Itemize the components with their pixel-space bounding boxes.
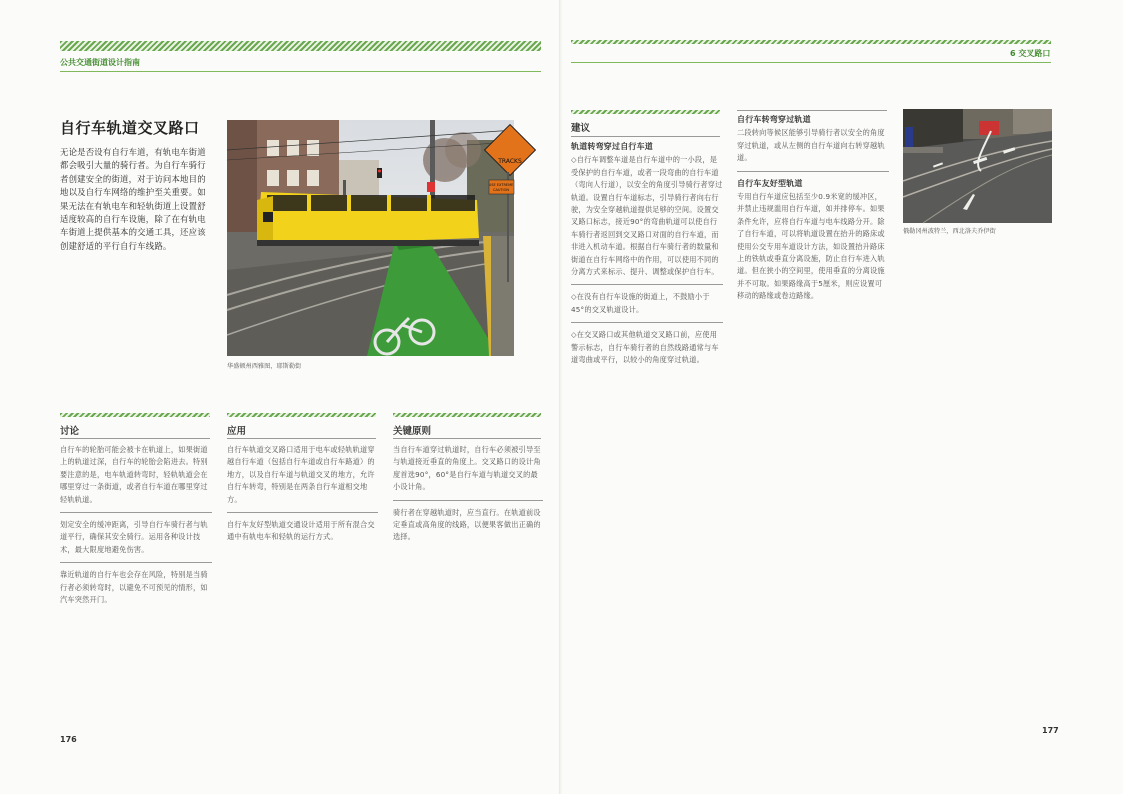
recommendation-body: [571, 141, 723, 373]
separator: [60, 562, 212, 563]
discussion-paragraph-3: 靠近轨道的自行车也会存在风险，特别是当骑行者必须转弯时，以避免不可预见的情形，如汽车突然开门。: [60, 570, 208, 605]
separator: [60, 512, 212, 513]
discussion-body: [60, 444, 212, 612]
caution-sign-line1: USE EXTREME: [488, 183, 514, 187]
application-rule: [227, 438, 376, 439]
caution-sign-line2: CAUTION: [493, 188, 509, 192]
separator: [227, 512, 378, 513]
discussion-heading: 讨论: [60, 426, 80, 437]
recommendation-subheading: 轨道转弯穿过自行车道: [571, 142, 653, 151]
recommendation-paragraph-2: ◇在没有自行车设施的街道上，不鼓励小于45°的交叉轨道设计。: [571, 292, 710, 314]
principles-heading: 关键原则: [393, 426, 432, 437]
recommendation-paragraph-1: ◇自行车调整车道是自行车道中的一小段，是受保护的自行车道，或者一段弯曲的自行车道（弯向人行道），以安全的角度引导骑行者穿过轨道。设置自行车道标志，引导骑行者向右行驶，为安全穿越轨道提供足够的空间。设置交叉路口标志，接近90°的弯曲轨道可以使自行车骑行者返回到交叉路口对面的自行车道，而非进入机动车道。根据自行车骑行者的数量和街道在自行车网络中的作用，可以使用不同的分离方式来标示、提升、调整或保护自行车。: [571, 155, 723, 277]
header-rule: [571, 62, 1051, 63]
application-body: [227, 444, 378, 550]
discussion-rule: [60, 438, 210, 439]
bike-friendly-paragraph: 专用自行车道应包括至少0.9米宽的缓冲区，并禁止违规滥用自行车道，如并排停车。如果条件允许，应将自行车道与电车线路分开。除了自行车道，可以将轨道设置在抬升的路床或使用公交专用车道设计方法，如设置抬升路床上的铁轨或垂直分离设施，防止自行车进入轨道。但在狭小的空间里，使用垂直的分离设施并不可取。如果路缘高于5厘米，则应设置可移动的路缘或卷边路缘。: [737, 192, 885, 301]
recommendation-hatch: [571, 110, 720, 114]
principles-paragraph-1: 当自行车道穿过轨道时，自行车必须被引导至与轨道接近垂直的角度上。交叉路口的设计角度首选90°，60°是自行车道与轨道交叉的最小设计角。: [393, 445, 541, 492]
photo-caption: 华盛顿州西雅图，耶斯勒街: [227, 363, 302, 370]
recommendation-heading: 建议: [571, 123, 591, 134]
application-paragraph-2: 自行车友好型轨道交通设计适用于所有混合交通中有轨电车和轻轨的运行方式。: [227, 520, 375, 542]
page-number: 177: [1042, 726, 1059, 735]
principles-body: [393, 444, 543, 550]
middle-body: [737, 114, 889, 309]
recommendation-rule: [571, 136, 720, 137]
separator: [393, 500, 543, 501]
lead-paragraph: 无论是否设有自行车道，有轨电车街道都会吸引大量的骑行者。为自行车骑行者创建安全的街道，对于访问本地目的地以及自行车网络的维护至关重要。如果无法在有轨电车和轻轨街道上设置舒适度较高的自行车设施，除了在有轨电车街道上提供基本的交通工具，还应该创建舒适的平行自行车线路。: [60, 147, 206, 251]
running-header: 公共交通街道设计指南: [60, 58, 140, 67]
bike-turn-heading: 自行车转弯穿过轨道: [737, 115, 811, 124]
portland-photo: [903, 109, 1052, 223]
application-hatch: [227, 413, 376, 417]
bike-turn-paragraph: 二段转向等候区能够引导骑行者以安全的角度穿过轨道，或从左侧的自行车道向右转穿越轨道。: [737, 128, 885, 163]
principles-hatch: [393, 413, 541, 417]
separator: [571, 284, 723, 285]
application-heading: 应用: [227, 426, 247, 437]
bike-friendly-heading: 自行车友好型轨道: [737, 178, 803, 188]
separator: [571, 322, 723, 323]
header-hatch-bar: [60, 41, 541, 51]
left-page: [0, 0, 561, 794]
principles-rule: [393, 438, 541, 439]
recommendation-paragraph-3: ◇在交叉路口或其他轨道交叉路口前，应使用警示标志，自行车骑行者的自然线路通常与车道弯曲或平行，以较小的角度穿过轨道。: [571, 330, 719, 365]
streetcar-photo: [227, 120, 522, 356]
middle-top-rule: [737, 110, 887, 111]
streetcar-illustration: [227, 120, 522, 356]
header-hatch-bar: [571, 40, 1051, 44]
page-title: 自行车轨道交叉路口: [60, 119, 200, 137]
right-page: [562, 0, 1123, 794]
tracks-sign-text: TRACKS: [498, 158, 522, 165]
discussion-paragraph-2: 划定安全的缓冲距离，引导自行车骑行者与轨道平行，确保其安全骑行。运用各种设计技术，最大限度地避免伤害。: [60, 520, 208, 554]
separator: [737, 171, 889, 172]
discussion-hatch: [60, 413, 210, 417]
photo-caption: 俄勒冈州波特兰，西北洛夫乔伊街: [903, 228, 996, 235]
application-paragraph-1: 自行车轨道交叉路口适用于电车或轻轨轨道穿越自行车道（包括自行车道或自行车路道）的地方，以及自行车道与轨道交叉的地方，允许自行车转弯，特别是在两条自行车道相交地方。: [227, 445, 375, 504]
running-header: 6 交叉路口: [1010, 49, 1051, 58]
page-number: 176: [60, 735, 77, 744]
discussion-paragraph-1: 自行车的轮胎可能会被卡在轨道上，如果街道上的轨道过深，自行车的轮胎会陷进去。特别要注意的是，电车轨道转弯时，轻轨轨道会在哪里穿过一条街道，或者自行车道在哪里穿过轻轨轨道。: [60, 445, 208, 504]
portland-street-illustration: [903, 109, 1052, 223]
header-rule: [60, 71, 541, 72]
principles-paragraph-2: 骑行者在穿越轨道时，应当直行。在轨道前设定垂直或高角度的线路，以便果客做出正确的选择。: [393, 507, 541, 542]
